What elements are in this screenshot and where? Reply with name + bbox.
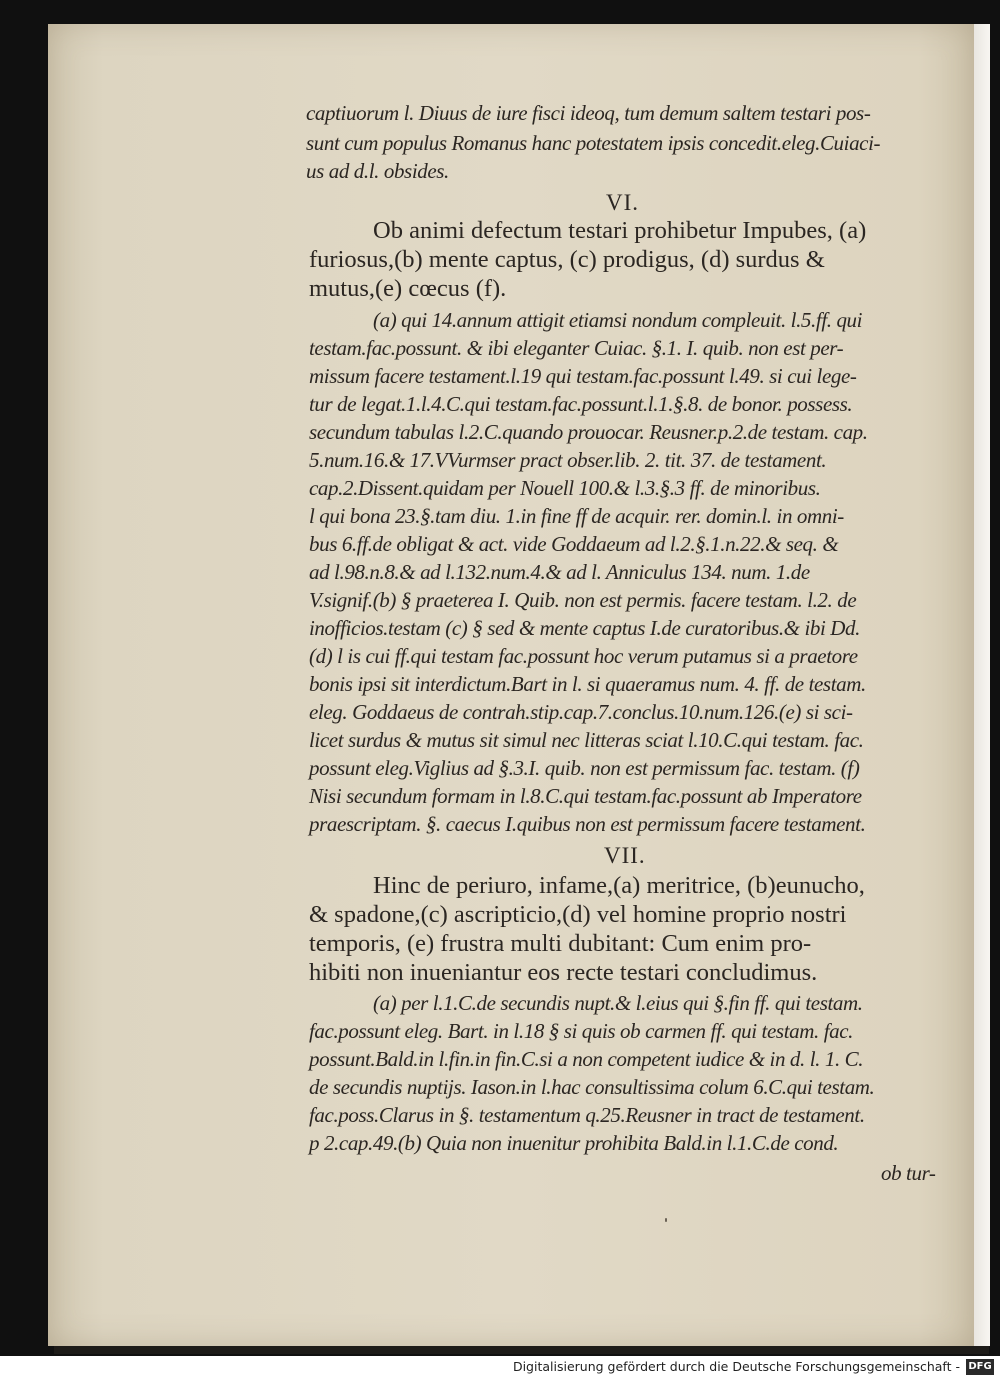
footer-credit: Digitalisierung gefördert durch die Deutsche Forschungsgemeinschaft -: [512, 1359, 960, 1374]
dfg-logo: DFG: [966, 1359, 994, 1375]
text-line: sunt cum populus Romanus hanc potestatem ipsis concedit.eleg.Cuiaci-: [306, 131, 881, 155]
text-line: ad l.98.n.8.& ad l.132.num.4.& ad l. Anniculus 134. num. 1.de: [309, 560, 810, 584]
text-line: p 2.cap.49.(b) Quia non inuenitur prohibita Bald.in l.1.C.de cond.: [309, 1131, 839, 1155]
text-line: Nisi secundum formam in l.8.C.qui testam.fac.possunt ab Imperatore: [309, 784, 862, 808]
section-heading: VII.: [604, 843, 646, 868]
page-edge-strip: [974, 24, 990, 1346]
text-line: fac.possunt eleg. Bart. in l.18 § si quis ob carmen ff. qui testam. fac.: [309, 1019, 853, 1043]
text-line: (d) l is cui ff.qui testam fac.possunt hoc verum putamus si a praetore: [309, 644, 858, 668]
catchword: ob tur-: [881, 1161, 936, 1185]
text-line: de secundis nuptijs. Iason.in l.hac consultissima colum 6.C.qui testam.: [309, 1075, 875, 1099]
text-line: V.signif.(b) § praeterea I. Quib. non est permis. facere testam. l.2. de: [309, 588, 857, 612]
text-line: Hinc de periuro, infame,(a) meritrice, (b)eunucho,: [373, 872, 865, 899]
ink-spot: [665, 1218, 667, 1222]
text-line: us ad d.l. obsides.: [306, 159, 449, 183]
text-line: inofficios.testam (c) § sed & mente captus I.de curatoribus.& ibi Dd.: [309, 616, 860, 640]
text-line: fac.poss.Clarus in §. testamentum q.25.Reusner in tract de testament.: [309, 1103, 865, 1127]
footer-bar: [0, 1356, 1000, 1381]
text-line: missum facere testament.l.19 qui testam.fac.possunt l.49. si cui lege-: [309, 364, 857, 388]
text-line: hibiti non inueniantur eos recte testari concludimus.: [309, 959, 818, 986]
text-line: furiosus,(b) mente captus, (c) prodigus, (d) surdus &: [309, 246, 825, 273]
text-line: tur de legat.1.l.4.C.qui testam.fac.possunt.l.1.§.8. de bonor. possess.: [309, 392, 853, 416]
text-line: cap.2.Dissent.quidam per Nouell 100.& l.3.§.3 ff. de minoribus.: [309, 476, 821, 500]
text-line: possunt eleg.Viglius ad §.3.I. quib. non est permissum fac. testam. (f): [309, 756, 860, 780]
text-line: licet surdus & mutus sit simul nec litteras sciat l.10.C.qui testam. fac.: [309, 728, 864, 752]
text-line: 5.num.16.& 17.VVurmser pract obser.lib. 2. tit. 37. de testament.: [309, 448, 827, 472]
text-line: mutus,(e) cœcus (f).: [309, 275, 507, 302]
text-line: (a) per l.1.C.de secundis nupt.& l.eius qui §.fin ff. qui testam.: [373, 991, 863, 1015]
text-line: temporis, (e) frustra multi dubitant: Cum enim pro-: [309, 930, 812, 957]
text-line: testam.fac.possunt. & ibi eleganter Cuiac. §.1. I. quib. non est per-: [309, 336, 844, 360]
text-line: eleg. Goddaeus de contrah.stip.cap.7.conclus.10.num.126.(e) si sci-: [309, 700, 853, 724]
text-line: possunt.Bald.in l.fin.in fin.C.si a non competent iudice & in d. l. 1. C.: [309, 1047, 864, 1071]
text-line: bonis ipsi sit interdictum.Bart in l. si quaeramus num. 4. ff. de testam.: [309, 672, 866, 696]
text-line: (a) qui 14.annum attigit etiamsi nondum compleuit. l.5.ff. qui: [373, 308, 863, 332]
text-line: secundum tabulas l.2.C.quando prouocar. Reusner.p.2.de testam. cap.: [309, 420, 868, 444]
text-line: & spadone,(c) ascripticio,(d) vel homine proprio nostri: [309, 901, 847, 928]
section-heading: VI.: [606, 190, 640, 215]
text-line: captiuorum l. Diuus de iure fisci ideoq, tum demum saltem testari pos-: [306, 101, 871, 125]
text-line: bus 6.ff.de obligat & act. vide Goddaeum ad l.2.§.1.n.22.& seq. &: [309, 532, 839, 556]
text-line: praescriptam. §. caecus I.quibus non est permissum facere testament.: [309, 812, 866, 836]
text-line: l qui bona 23.§.tam diu. 1.in fine ff de acquir. rer. domin.l. in omni-: [309, 504, 844, 528]
text-line: Ob animi defectum testari prohibetur Impubes, (a): [373, 217, 867, 244]
